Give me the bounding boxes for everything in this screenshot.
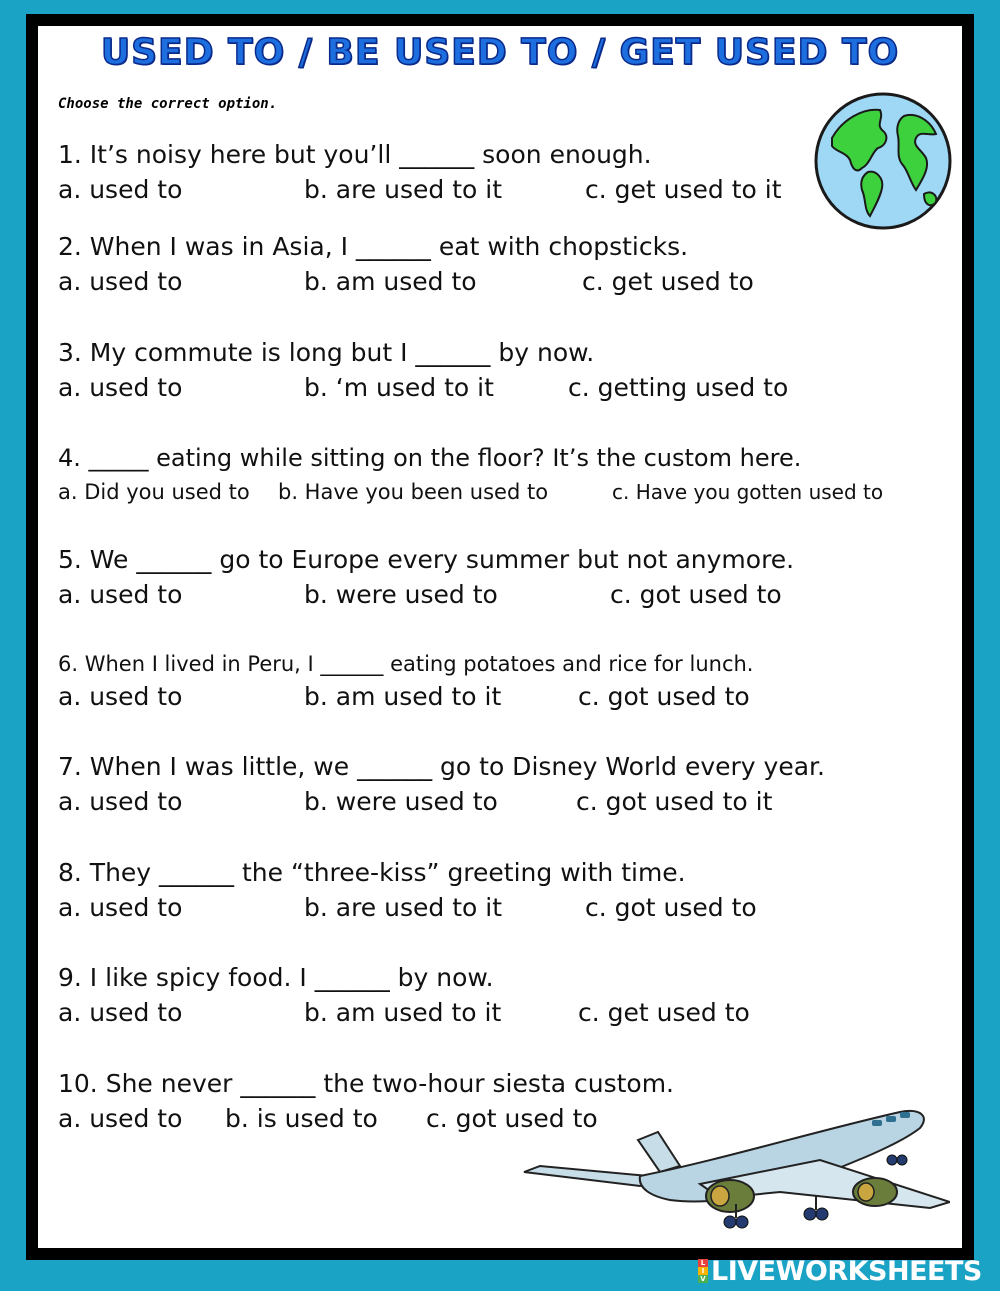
q9-option-b[interactable]: b. am used to it xyxy=(304,998,502,1027)
q1-option-a[interactable]: a. used to xyxy=(58,175,183,204)
q6-option-a[interactable]: a. used to xyxy=(58,682,183,711)
logo-letter: I xyxy=(698,1267,708,1275)
q4-option-c[interactable]: c. Have you gotten used to xyxy=(612,480,884,504)
q10-option-a[interactable]: a. used to xyxy=(58,1104,183,1133)
question-8: 8. They ______ the “three-kiss” greeting with time. xyxy=(58,858,686,887)
brand-text: LIVEWORKSHEETS xyxy=(711,1255,982,1287)
q7-option-b[interactable]: b. were used to xyxy=(304,787,498,816)
q2-option-a[interactable]: a. used to xyxy=(58,267,183,296)
instructions: Choose the correct option. xyxy=(58,96,278,112)
question-2: 2. When I was in Asia, I ______ eat with chopsticks. xyxy=(58,232,689,261)
q3-option-c[interactable]: c. getting used to xyxy=(568,373,789,402)
q5-option-a[interactable]: a. used to xyxy=(58,580,183,609)
q5-option-c[interactable]: c. got used to xyxy=(610,580,782,609)
q3-option-a[interactable]: a. used to xyxy=(58,373,183,402)
q2-option-b[interactable]: b. am used to xyxy=(304,267,477,296)
q9-option-a[interactable]: a. used to xyxy=(58,998,183,1027)
q2-option-c[interactable]: c. get used to xyxy=(582,267,754,296)
airplane-icon xyxy=(520,1100,950,1240)
liveworksheets-logo-icon xyxy=(698,1259,708,1283)
q6-option-b[interactable]: b. am used to it xyxy=(304,682,502,711)
q1-option-b[interactable]: b. are used to it xyxy=(304,175,502,204)
q7-option-a[interactable]: a. used to xyxy=(58,787,183,816)
q7-option-c[interactable]: c. got used to it xyxy=(576,787,773,816)
question-10: 10. She never ______ the two-hour siesta custom. xyxy=(58,1069,674,1098)
question-9: 9. I like spicy food. I ______ by now. xyxy=(58,963,494,992)
q8-option-a[interactable]: a. used to xyxy=(58,893,183,922)
liveworksheets-brand xyxy=(698,1256,982,1286)
q3-option-b[interactable]: b. ‘m used to it xyxy=(304,373,494,402)
q4-option-b[interactable]: b. Have you been used to xyxy=(278,480,549,504)
logo-letter: V xyxy=(698,1275,708,1283)
question-4: 4. _____ eating while sitting on the floor? It’s the custom here. xyxy=(58,444,802,472)
worksheet-title: USED TO / BE USED TO / GET USED TO xyxy=(100,32,900,73)
q10-option-b[interactable]: b. is used to xyxy=(225,1104,378,1133)
question-5: 5. We ______ go to Europe every summer but not anymore. xyxy=(58,545,795,574)
question-7: 7. When I was little, we ______ go to Disney World every year. xyxy=(58,752,825,781)
q4-option-a[interactable]: a. Did you used to xyxy=(58,480,250,504)
logo-letter: L xyxy=(698,1259,708,1267)
question-3: 3. My commute is long but I ______ by now. xyxy=(58,338,595,367)
q9-option-c[interactable]: c. get used to xyxy=(578,998,750,1027)
q6-option-c[interactable]: c. got used to xyxy=(578,682,750,711)
q8-option-b[interactable]: b. are used to it xyxy=(304,893,502,922)
q5-option-b[interactable]: b. were used to xyxy=(304,580,498,609)
q10-option-c[interactable]: c. got used to xyxy=(426,1104,598,1133)
globe-icon xyxy=(812,90,954,232)
question-6: 6. When I lived in Peru, I ______ eating potatoes and rice for lunch. xyxy=(58,652,754,676)
q1-option-c[interactable]: c. get used to it xyxy=(585,175,782,204)
question-1: 1. It’s noisy here but you’ll ______ soon enough. xyxy=(58,140,652,169)
q8-option-c[interactable]: c. got used to xyxy=(585,893,757,922)
